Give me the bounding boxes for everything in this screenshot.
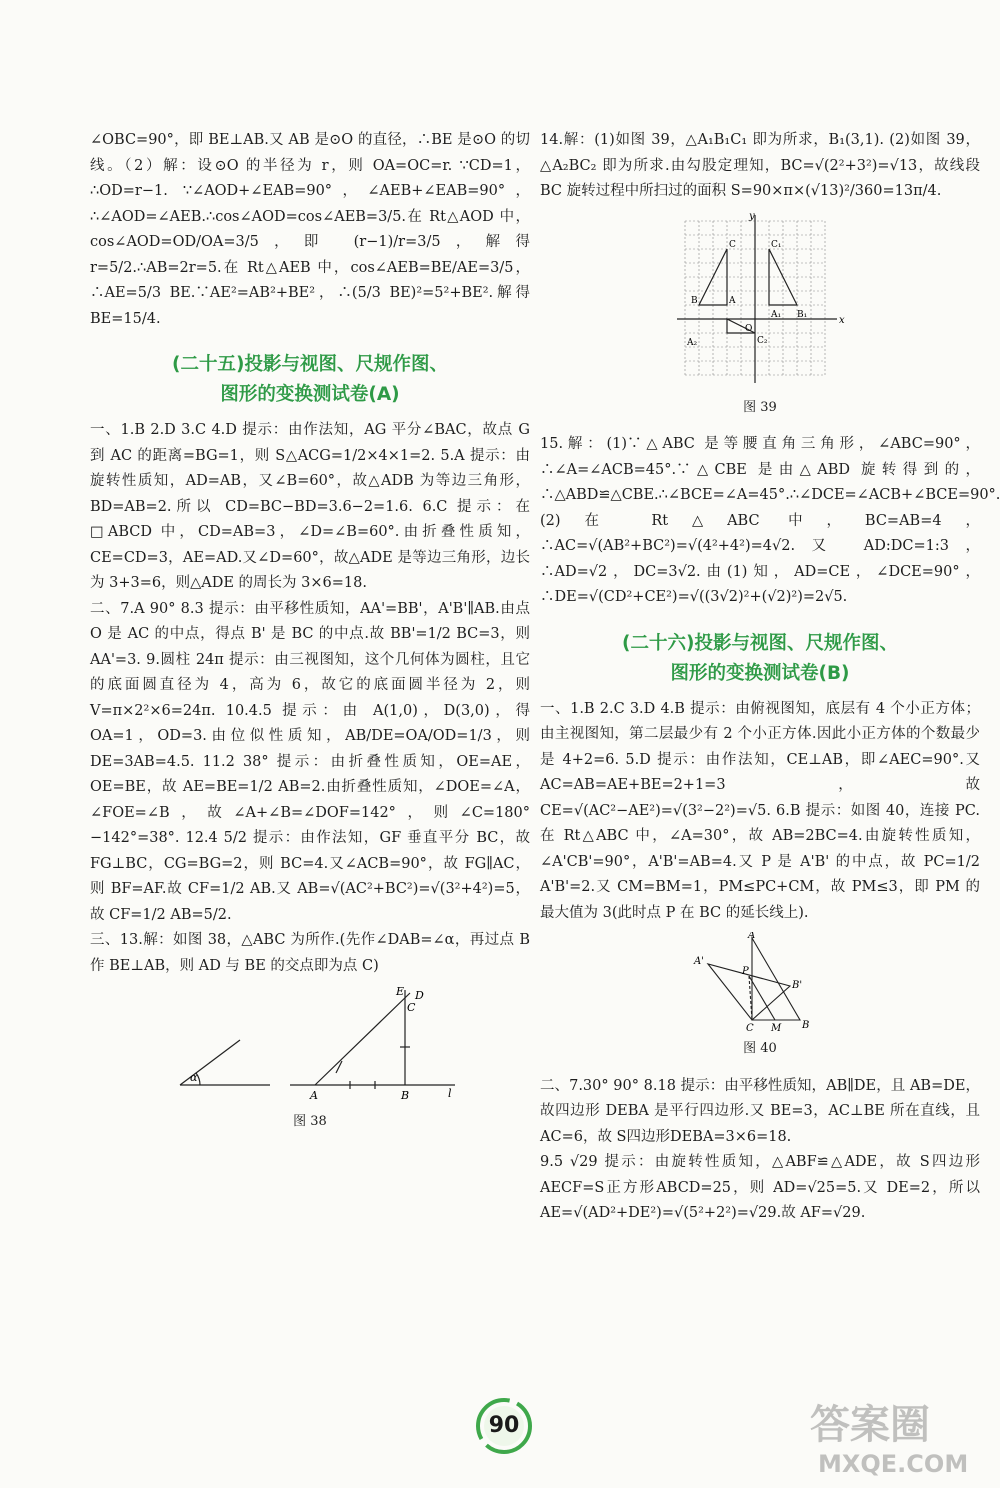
figure-38-drawing bbox=[160, 985, 460, 1105]
label-C: C bbox=[746, 1023, 754, 1032]
right-column bbox=[540, 128, 1000, 1227]
label-E: E bbox=[396, 985, 405, 998]
figure-39 bbox=[540, 211, 980, 391]
label-A: A bbox=[748, 932, 756, 941]
label-B-prime: B' bbox=[792, 980, 803, 991]
label-B: B bbox=[802, 1020, 810, 1031]
label-C: C bbox=[407, 1001, 416, 1014]
label-A-prime: A' bbox=[694, 956, 704, 967]
heading-line: (二十五)投影与视图、尺规作图、 bbox=[172, 354, 448, 375]
heading-line: (二十六)投影与视图、尺规作图、 bbox=[622, 632, 898, 654]
label-O: O bbox=[745, 323, 753, 334]
label-C1: C₁ bbox=[771, 239, 782, 250]
label-A: A bbox=[729, 295, 736, 306]
figure-40 bbox=[540, 932, 980, 1032]
answer-paragraph: 9.5 √29 提示：由旋转性质知，△ABF≌△ADE，故 S四边形AECF=S正方形ABCD=25，则 AD=√25=5.又 DE=2，所以 AE=√(AD²+DE²)=√(5²+2²)=√29.故 AF=√29. bbox=[540, 1154, 980, 1221]
page-number: 90 bbox=[488, 1413, 520, 1438]
figure-38 bbox=[90, 985, 530, 1105]
label-B1: B₁ bbox=[797, 309, 808, 320]
axis-x: x bbox=[839, 314, 845, 326]
figure-caption: 图 40 bbox=[743, 1041, 777, 1056]
heading-line: 图形的变换测试卷(A) bbox=[220, 384, 400, 405]
answer-paragraph: 二、7.A 90° 8.3 提示：由平移性质知，AA'=BB'，A'B'∥AB.由点 O 是 AC 的中点，得点 B' 是 BC 的中点.故 BB'=1/2 BC=3，则 AA'=3. 9.圆柱 24π 提示：由三视图知，这个几何体为圆柱，且它的底面圆直径为 4，高为 6，故它的底面圆半径为 2，则 V=π×2²×6=24π. 10.4.5 提示：由 A(1,0)，D(3,0)，得 OA=1，OD=3.由位似性质知，AB/DE=OA/OD=1/3，则 DE=3AB=4.5. 11.2 38° 提示：由折叠性质知，OE=AE，OE=BE，故 AE=BE=1/2 AB=2.由折叠性质知，∠DOE=∠A，∠FOE=∠B，故∠A+∠B=∠DOF=142°，则∠C=180°−142°=38°. 12.4 5/2 提示：由作法知，GF 垂直平分 BC，故 FG⊥BC，CG=BG=2，则 BC=4.又∠ACB=90°，故 FG∥AC，则 BF=AF.故 CF=1/2 AB.又 AB=√(AC²+BC²)=√(3²+4²)=5，故 CF=1/2 AB=5/2. bbox=[90, 600, 530, 923]
answer-paragraph: 一、1.B 2.C 3.D 4.B 提示：由俯视图知，底层有 4 个小正方体；由主视图知，第二层最少有 2 个小正方体.因此小正方体的个数最少是 4+2=6. 5.D 提示：由作法知，CE⊥AB，即∠AEC=90°.又 AC=AB=AE+BE=2+1=3，故 CE=√(AC²−AE²)=√(3²−2²)=√5. 6.B 提示：如图 40，连接 PC.在 Rt△ABC 中，∠A=30°，故 AB=2BC=4.由旋转性质知，∠A'CB'=90°，A'B'=AB=4.又 P 是 A'B' 的中点，故 PC=1/2 A'B'=2.又 CM=BM=1，PM≤PC+CM，故 PM≤3，即 PM 的最大值为 3(此时点 P 在 BC 的延长线上). bbox=[540, 700, 980, 921]
watermark-text: 答案圈 bbox=[810, 1402, 930, 1448]
label-C2: C₂ bbox=[757, 335, 768, 346]
solution-paragraph: 14.解：(1)如图 39，△A₁B₁C₁ 即为所求，B₁(3,1). (2)如图 39，△A₂BC₂ 即为所求.由勾股定理知，BC=√(2²+3²)=√13，故线段 BC 旋转过程中所扫过的面积 S=90×π×(√13)²/360=13π/4. bbox=[540, 132, 980, 199]
solution-paragraph: ∠OBC=90°，即 BE⊥AB.又 AB 是⊙O 的直径，∴BE 是⊙O 的切线。（2）解：设⊙O 的半径为 r，则 OA=OC=r. ∵CD=1，∴OD=r−1. ∵∠AOD+∠EAB=90°，∠AEB+∠EAB=90°，∴∠AOD=∠AEB.∴cos∠AOD=cos∠AEB=3/5.在 Rt△AOD 中，cos∠AOD=OD/OA=3/5，即 (r−1)/r=3/5，解得 r=5/2.∴AB=2r=5.在 Rt△AEB 中，cos∠AEB=BE/AE=3/5，∴AE=5/3 BE.∵AE²=AB²+BE²，∴(5/3 BE)²=5²+BE².解得 BE=15/4. bbox=[90, 132, 530, 327]
section-heading-26 bbox=[540, 629, 980, 689]
label-l: l bbox=[448, 1087, 452, 1100]
label-A1: A₁ bbox=[771, 309, 782, 320]
watermark-url: MXQE.COM bbox=[818, 1450, 969, 1478]
label-B: B bbox=[401, 1089, 410, 1102]
figure-40-drawing bbox=[690, 932, 830, 1032]
section-heading-25 bbox=[90, 350, 530, 410]
answer-paragraph: 三、13.解：如图 38，△ABC 为所作.(先作∠DAB=∠α，再过点 B 作 BE⊥AB，则 AD 与 BE 的交点即为点 C) bbox=[90, 932, 530, 974]
label-alpha: α bbox=[190, 1071, 198, 1084]
label-B: B bbox=[691, 295, 698, 306]
label-D: D bbox=[415, 989, 424, 1002]
axis-y: y bbox=[749, 210, 755, 222]
label-C: C bbox=[729, 239, 736, 250]
figure-39-drawing bbox=[675, 211, 845, 391]
solution-paragraph: 15.解：(1)∵△ABC 是等腰直角三角形，∠ABC=90°，∴∠A=∠ACB=45°.∵△CBE 是由△ABD 旋转得到的，∴△ABD≌△CBE.∴∠BCE=∠A=45°.∴∠DCE=∠ACB+∠BCE=90°. (2)在 Rt△ABC 中，BC=AB=4，∴AC=√(AB²+BC²)=√(4²+4²)=4√2.又 AD:DC=1:3，∴AD=√2，DC=3√2.由(1)知，AD=CE，∠DCE=90°，∴DE=√(CD²+CE²)=√((3√2)²+(√2)²)=2√5. bbox=[540, 436, 1000, 605]
label-A: A bbox=[310, 1089, 318, 1102]
watermark-logo bbox=[800, 1392, 990, 1482]
figure-caption: 图 38 bbox=[293, 1114, 327, 1129]
label-M: M bbox=[771, 1023, 782, 1032]
answer-paragraph: 一、1.B 2.D 3.C 4.D 提示：由作法知，AG 平分∠BAC，故点 G 到 AC 的距离=BG=1，则 S△ACG=1/2×4×1=2. 5.A 提示：由旋转性质知，AD=AB，又∠B=60°，故△ADB 为等边三角形，BD=AB=2.所以 CD=BC−BD=3.6−2=1.6. 6.C 提示：在□ABCD 中，CD=AB=3，∠D=∠B=60°.由折叠性质知，CE=CD=3，AE=AD.又∠D=60°，故△ADE 是等边三角形，边长为 3+3=6，则△ADE 的周长为 3×6=18. bbox=[90, 422, 530, 591]
heading-line: 图形的变换测试卷(B) bbox=[670, 662, 850, 684]
figure-caption: 图 39 bbox=[743, 399, 777, 415]
answer-paragraph: 二、7.30° 90° 8.18 提示：由平移性质知，AB∥DE，且 AB=DE，故四边形 DEBA 是平行四边形.又 BE=3，AC⊥BE 所在直线，且 AC=6，故 S四边形DEBA=3×6=18. bbox=[540, 1077, 980, 1145]
label-P: P bbox=[742, 966, 749, 977]
label-A2: A₂ bbox=[687, 337, 698, 348]
left-column bbox=[90, 128, 530, 1147]
